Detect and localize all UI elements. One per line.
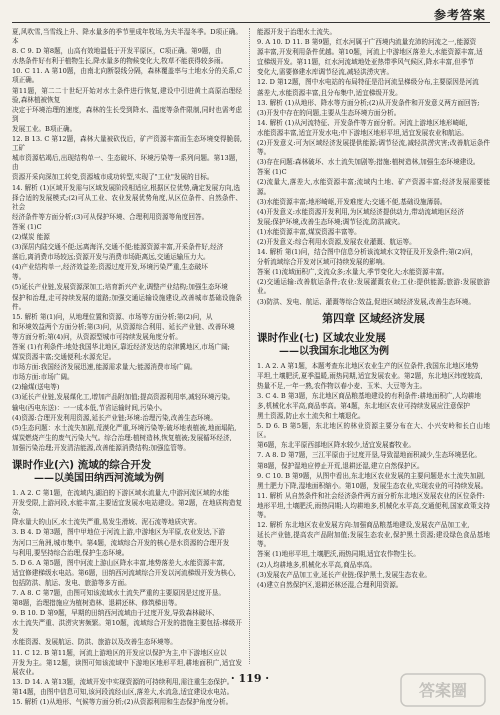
left-column	[12, 28, 242, 706]
answer-line: 多,机械化水平高,商品率高。第4题，东北地区农业可持续发展应注意保护	[257, 402, 470, 410]
answer-line: 落差大,水能资源丰富,且分布集中,适宜梯级开发。	[257, 88, 402, 97]
answer-line: 答案 (1)有利条件:地处我国华北地区,靠近经济发达的京津冀地区,市场广阔;	[12, 343, 230, 351]
page-number: · 119 ·	[230, 672, 270, 685]
answer-line: 12. D 第12题，图中水电站的布局特征是沿河流呈梯级分布,主要原因是河流	[257, 78, 479, 87]
answer-line: 11. C 12. B 第11题，河流上游地区的开发应以保护为主,中下游地区应以	[12, 648, 227, 657]
answer-line: 3. B 4. D 第3题，图中甲地位于河流上游,中游地区为平原,农业发达,下游	[12, 528, 226, 537]
answer-line: 12. B 13. C 第12题，森林大量被砍伐后，矿产资源丰富而生态环境变得脆弱,工矿	[12, 135, 242, 153]
right-column	[257, 28, 490, 664]
answer-line: 决定于环境治理的速度，森林的生长受到降水、温度等条件限制,同时也需考虑到	[12, 105, 242, 123]
answer-line: (1)水能资源丰富,煤炭资源丰富等。	[257, 227, 361, 236]
answer-line: (3)防洪、发电、航运、灌溉等综合效益,促进区域经济发展,改善生态环境。	[257, 297, 475, 306]
answer-line: 3. C 4. B 第3题，东北地区商品粮基地建设的有利条件:耕地面积广,人均耕地	[257, 391, 481, 400]
answer-line: 答案 (1)C	[12, 222, 42, 231]
answer-line: 开发为主。第12题，读图可知该流域中下游地区地形平坦,耕地面积广,适宜发展农业。	[12, 658, 242, 676]
chapter-four-title: 第四章 区域经济发展	[322, 311, 425, 325]
section-seven-subtitle: ——以我国东北地区为例	[279, 345, 389, 357]
answer-line: 宜梯级开发。第11题，红水河流域地处亚热带季风气候区,降水丰富,但季节	[257, 58, 474, 67]
answer-line: (4)产业结构单一,经济效益差;资源过度开发,环境污染严重,生态破坏	[12, 263, 208, 272]
answer-line: (2)人均耕地多,机械化水平高,商品率高。	[257, 560, 377, 569]
answer-line: 5. D 6. B 第5题，东北地区的林业资源主要分布在大、小兴安岭和长白山地区。	[257, 422, 490, 440]
page-header	[0, 0, 500, 24]
answer-line: 15. 解析 (1)从地形、气候等方面分析;(2)从资源利用和生态保护角度分析。	[12, 698, 233, 706]
answer-line: 降水量大的山区,水土流失严重,易发生滑坡、泥石流等地质灾害。	[12, 518, 201, 527]
answer-line: 夏,风吹雪,当雪线上升、降水量多的季节里成年牧场,为夫半湿冬季。D项正确。本	[12, 28, 242, 46]
answer-line: 黑土资源,防止水土流失和土壤退化。	[257, 412, 365, 421]
answer-line: 能源开发于治理水土流失。	[257, 28, 337, 36]
column-divider	[249, 28, 250, 664]
answer-line: 变化大,需要修建水库调节径流,减轻洪涝灾害。	[257, 68, 394, 77]
answer-line: 水能资源丰富,适宜开发水电;中下游地区地形平坦,适宜发展农业和航运。	[257, 128, 468, 137]
answer-line: (3)发展农产品加工业,延长产业链;保护黑土,发展生态农业。	[257, 570, 432, 579]
answer-line: (5)生态问题：水土流失加剧,荒漠化严重,环境污染等;破坏地表植被,地面塌陷,	[12, 423, 237, 432]
answer-line: 13. 解析 (1)从地形、降水等方面分析;(2)从开发条件和开发意义两方面回答;	[257, 98, 480, 107]
answer-line: 煤炭资源丰富;交通便利;水源充足。	[12, 353, 116, 362]
answer-line: 第6题，东北平原西部地区降水较少,适宜发展畜牧业。	[257, 441, 415, 450]
answer-line: (3)存在问题:森林破坏、水土流失加剧等;措施:植树造林,加强生态环境建设。	[257, 158, 480, 167]
answer-line: (2)开发意义:综合利用水资源,发展农业灌溉、航运等。	[257, 237, 416, 246]
answer-line: 14. 解析 (1)区域开发需与区域发展阶段相适应,根据区位优势,确定发展方向,选	[12, 183, 241, 192]
answer-line: 11. 解析 从自然条件和社会经济条件两方面分析东北地区发展农业的区位条件:	[257, 491, 485, 500]
header-rule	[12, 22, 490, 23]
section-six-subtitle: ——以美国田纳西河流域为例	[34, 473, 164, 485]
answer-line: (2)流量大,落差大,水能资源丰富;流域内土地、矿产资源丰富;经济发展需要能源。	[257, 178, 490, 196]
answer-line: 9. B 10. D 第9题，早期的田纳西河流域由于过度开发,导致森林破坏、	[12, 609, 219, 618]
answer-line: 与利用,要坚持综合治理,保护生态环境。	[12, 548, 129, 557]
answer-line: (4)建立自然保护区,退耕还林还湿,合理利用资源。	[257, 580, 403, 589]
answer-line: 输电(西电东送)：一一成本低,节省运输时间,污染小。	[12, 403, 167, 412]
answer-line: 答案 (1)流域面积广,支流众多;水量大,季节变化大;水能资源丰富。	[257, 268, 449, 277]
answer-line: 延长产业链,提高农产品附加值;发展生态农业,保护黑土资源;建设绿色食品基地等。	[257, 531, 490, 549]
answer-line: 7. A 8. C 第7题，由图可知该流域水土流失严重的主要原因是过度开垦。	[12, 588, 225, 597]
answer-line: 水能资源、发展航运、防洪、旅游以及改善生态环境等。	[12, 638, 177, 647]
answer-line: 市场方面:市场广阔。	[12, 373, 74, 382]
answer-line: 水土流失严重、洪涝灾害频繁。第10题，流域综合开发的措施主要包括:梯级开发	[12, 619, 242, 637]
right-answer-list-2	[257, 362, 490, 590]
watermark-logo-icon	[400, 673, 486, 707]
answer-line: 13. D 14. A 第13题，流域开发中实现资源的可持续利用,需注重生态保护。	[12, 677, 234, 686]
section-seven-title: 课时作业(七) 区域农业发展	[257, 331, 386, 344]
answer-line: 答案 (1)C	[257, 168, 287, 177]
answer-line: (2)输煤(送电等)	[12, 383, 60, 392]
answer-line: 第11题，第二二十世纪开始对水土条件进行恢复,建设中引进黄土高原治理经验,森林植被恢复	[12, 86, 242, 104]
right-answer-list	[257, 28, 490, 307]
answer-line: 等。	[12, 273, 26, 282]
answer-line: (2)开发意义:可为区域经济发展提供能源;调节径流,减轻洪涝灾害;改善航运条件等。	[257, 139, 490, 157]
answer-line: (5)延长产业链,发展资源深加工;培育新兴产业,调整产业结构;加强生态环境	[12, 283, 228, 292]
answer-line: 热量不足,一年一熟,农作物以春小麦、玉米、大豆等为主。	[257, 381, 427, 390]
answer-line: 发展工业。B项正确。	[12, 124, 77, 133]
answer-line: (3)开发中存在的问题,主要从生态环境方面分析。	[257, 108, 401, 117]
answer-line: 7. A 8. D 第7题，三江平原由于过度开垦,导致湿地面积减少,生态环境恶化。	[257, 451, 482, 460]
answer-line: 资源开采向深加工转变,资源城市成功转型,实现了"工业"发展的目标。	[12, 173, 214, 182]
answer-line: 1. A 2. A 第1题，本题考查东北地区农业生产的区位条件,我国东北地区地势	[257, 361, 479, 370]
answer-line: 8. C 9. D 第8题，山高有效地温低于开发平原区，C项正确。第9题，由	[12, 47, 222, 56]
answer-line: 适宜修建梯级水电站。第6题，田纳西河流域综合开发以河流梯级开发为核心,	[12, 568, 236, 577]
answer-line: 15. 解析 第(1)问，从地理位置和资源、市场等方面分析;第(2)问，从	[12, 312, 213, 321]
answer-line: 等方面分析;第(4)问，从资源型城市可持续发展角度分析。	[12, 332, 182, 341]
answer-line: 14. 解析 (1)从河流特征、开发条件等方面分析。河流上游地区地形崎岖,	[257, 118, 468, 127]
answer-line: 市场方面:我国经济发展迅速,能源需求量大;能源消费市场广阔。	[12, 363, 197, 372]
answer-line: 源丰富,开发利用条件优越。第10题，河流上中游地区落差大,水能资源丰富,适	[257, 48, 483, 57]
answer-line: 和环境效益两个方面分析;第(3)问，从资源综合利用、延长产业链、改善环境	[12, 322, 235, 331]
answer-line: (3)深居内陆交通不便;远离海洋,交通不便;能源资源丰富,开采条件好,经济	[12, 243, 224, 252]
answer-line: 1. A 2. C 第1题，在流域内,湖泊的下游区域水流量大,中游河流区域的水能	[12, 489, 230, 498]
answer-line: 落后,离消费市场较远;资源开发与消费市场距离远,交通运输压力大。	[12, 253, 210, 262]
answer-line: 第14题，由图中信息可知,该河段流经山区,落差大,水流急,适宜建设水电站。	[12, 687, 234, 696]
watermark-text: 答案圈	[418, 681, 468, 700]
answer-line: (4)资源:合理开发利用资源,延长产业链;环境:治理污染,改善生态环境。	[12, 413, 217, 422]
answer-line: (4)开发意义:水能资源开发利用,为区域经济提供动力,带动流域地区经济	[257, 207, 464, 216]
section-six-title: 课时作业(六) 流域的综合开发	[12, 459, 152, 472]
answer-line: 第8题，治理措施应为植树造林、退耕还林、修筑梯田等。	[12, 599, 182, 608]
answer-line: 第8题，保护湿地应停止开荒,退耕还湿,建立自然保护区。	[257, 461, 424, 470]
answer-line: 平坦,土壤肥沃,夏季温暖,雨热同期,适宜发展农业。第2题，东北地区纬度较高,	[257, 371, 483, 380]
answer-line: 开发受限,上游河段,水能丰富,主要适宜发展水电站建设。第2题，在地质构造复杂,	[12, 499, 242, 517]
answer-line: 地形平坦,土壤肥沃,雨热同期;人均耕地多,机械化水平高,交通便利,国家政策支持等。	[257, 501, 490, 520]
answer-line: (2)煤炭 能源	[12, 232, 50, 241]
answer-line: 择合适的发展模式;(2)可从工业、农业发展优势角度,从区位条件、自然条件、社会	[12, 193, 242, 211]
answer-line: (3)水能资源丰富;地形崎岖,开发难度大;交通不便,基础设施薄弱。	[257, 197, 447, 206]
answer-line: (2)交通运输:改善航运条件;农业:发展灌溉农业;工业:提供能源;旅游:发展旅游业。	[257, 278, 490, 296]
answer-line: 发展;保护环境,改善生态环境;调节径流,防洪减灾。	[257, 217, 405, 226]
header-title: 参考答案	[433, 8, 486, 22]
answer-line: 煤炭燃烧产生的废气污染大气。综合治理:植树造林,恢复植被;发展循环经济,	[12, 433, 232, 442]
section-seven-heading	[257, 331, 490, 358]
section-six-heading	[12, 458, 242, 485]
answer-line: 加强污染治理;开发清洁能源,改善能源消费结构;加强监管等。	[12, 443, 190, 452]
answer-line: 包括防洪、航运、发电、旅游等多方面。	[12, 578, 131, 587]
answer-line: 答案 (1)地形平坦,土壤肥沃,雨热同期,适宜农作物生长。	[257, 550, 420, 559]
answer-line: 为河口三角洲,城市集中。第4题，流域综合开发的核心是水资源的合理开发	[12, 538, 230, 547]
answer-line: 9. C 10. B 第9题，从图中看出,东北地区农业发展的主要问题是水土流失加剧,	[257, 471, 486, 480]
answer-line: 经济条件等方面分析;(3)可从保护环境、合理利用资源等角度回答。	[12, 212, 209, 221]
answer-line: 14. 解析 第(1)问，结合图中信息分析该流域水文特征及开发条件;第(2)问，	[257, 248, 478, 257]
answer-line: 保护和治理,走可持续发展的道路;加强交通运输设施建设,改善城市基础设施条件。	[12, 293, 242, 311]
answer-line: 水热条件好有利于植物生长,降水量多的物候变化大,牧草不能获得较多雨。	[12, 57, 228, 66]
answer-line: 9. A 10. D 11. B 第9题，红水河属于广西境内流量充沛的河流之一,能源资	[257, 38, 477, 47]
answer-line: (3)延长产业链,发展煤化工,增加产品附加值;提高资源利用率,减轻环境污染。	[12, 393, 235, 402]
answer-line: 城市资源枯竭后,出现结构单一、生态破坏、环境污染等一系列问题。第13题，由	[12, 154, 242, 172]
answer-line: 10. C 11. A 第10题，由南北向断裂线分隔，森林覆盖率与土地水分的关系,C项正确。	[12, 67, 242, 85]
answer-line: 黑土肥力下降,湿地面积缩小。第10题，发展生态农业,实现农业的可持续发展。	[257, 481, 488, 490]
answer-line: 5. D 6. A 第5题，图中河流上游山区降水丰富,地势落差大,水能资源丰富,	[12, 558, 225, 567]
answer-line: 12. 解析 东北地区农业发展方向:加强商品粮基地建设,发展农产品加工业,	[257, 521, 470, 530]
left-answer-list	[12, 28, 242, 453]
answer-line: 分析流域综合开发对区域可持续发展的影响。	[257, 258, 389, 267]
